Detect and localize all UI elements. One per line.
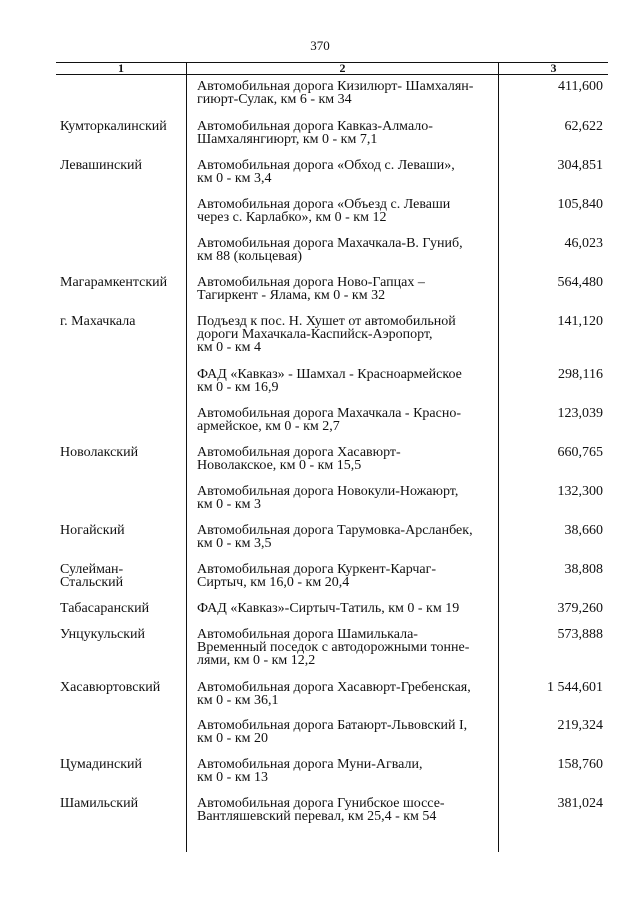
road-value: 105,840 bbox=[557, 197, 603, 212]
district-name: Ногайский bbox=[60, 523, 125, 538]
road-value: 132,300 bbox=[557, 484, 603, 499]
road-value: 46,023 bbox=[564, 236, 603, 251]
column-header-2: 2 bbox=[339, 61, 346, 75]
roads-table bbox=[56, 62, 608, 852]
district-name: г. Махачкала bbox=[60, 314, 136, 329]
road-value: 38,660 bbox=[564, 523, 603, 538]
road-name: Автомобильная дорога «Обход с. Леваши», км 0 - км 3,4 bbox=[197, 158, 455, 186]
road-name: Автомобильная дорога Махачкала-В. Гуниб, км 88 (кольцевая) bbox=[197, 236, 463, 264]
district-name: Табасаранский bbox=[60, 601, 150, 616]
road-value: 123,039 bbox=[557, 406, 603, 421]
road-name: ФАД «Кавказ»-Сиртыч-Татиль, км 0 - км 19 bbox=[197, 601, 460, 616]
district-name: Унцукульский bbox=[60, 627, 146, 642]
district-name: Магарамкентский bbox=[60, 275, 168, 290]
road-name: Автомобильная дорога Муни-Агвали, км 0 - км 13 bbox=[197, 757, 423, 785]
road-value: 379,260 bbox=[557, 601, 603, 616]
district-name: Новолакский bbox=[60, 445, 139, 460]
road-value: 381,024 bbox=[557, 796, 603, 811]
column-header-3: 3 bbox=[550, 61, 557, 75]
road-value: 158,760 bbox=[557, 757, 603, 772]
road-name: Автомобильная дорога Хасавюрт-Гребенская, км 0 - км 36,1 bbox=[197, 680, 471, 708]
road-name: Автомобильная дорога Кавказ-Алмало- Шамхалянгиюрт, км 0 - км 7,1 bbox=[197, 119, 433, 147]
road-value: 304,851 bbox=[557, 158, 603, 173]
district-name: Кумторкалинский bbox=[60, 119, 167, 134]
road-name: Автомобильная дорога Батаюрт-Львовский I, км 0 - км 20 bbox=[197, 718, 468, 746]
road-name: Подъезд к пос. Н. Хушет от автомобильной дороги Махачкала-Каспийск-Аэропорт, км 0 - км 4 bbox=[197, 314, 456, 355]
district-name: Левашинский bbox=[60, 158, 143, 173]
road-value: 411,600 bbox=[558, 79, 603, 94]
road-name: Автомобильная дорога Тарумовка-Арсланбек, км 0 - км 3,5 bbox=[197, 523, 473, 551]
road-value: 573,888 bbox=[557, 627, 603, 642]
road-value: 564,480 bbox=[557, 275, 603, 290]
road-name: Автомобильная дорога «Объезд с. Леваши через с. Карлабко», км 0 - км 12 bbox=[197, 197, 451, 225]
district-name: Сулейман- Стальский bbox=[60, 562, 124, 590]
road-name: Автомобильная дорога Новокули-Ножаюрт, км 0 - км 3 bbox=[197, 484, 459, 512]
road-name: Автомобильная дорога Гунибское шоссе- Вантляшевский перевал, км 25,4 - км 54 bbox=[197, 796, 445, 824]
road-value: 660,765 bbox=[557, 445, 603, 460]
district-name: Цумадинский bbox=[60, 757, 143, 772]
road-name: Автомобильная дорога Махачкала - Красно- армейское, км 0 - км 2,7 bbox=[197, 406, 461, 434]
district-name: Хасавюртовский bbox=[60, 680, 161, 695]
road-value: 1 544,601 bbox=[547, 680, 603, 695]
road-name: Автомобильная дорога Кизилюрт- Шамхалян- гиюрт-Сулак, км 6 - км 34 bbox=[197, 79, 474, 107]
column-divider-1 bbox=[186, 62, 187, 852]
page-number: 370 bbox=[310, 38, 330, 53]
road-value: 62,622 bbox=[564, 119, 603, 134]
road-value: 298,116 bbox=[558, 367, 603, 382]
road-name: ФАД «Кавказ» - Шамхал - Красноармейское км 0 - км 16,9 bbox=[197, 367, 462, 395]
road-name: Автомобильная дорога Ново-Гапцах – Тагиркент - Ялама, км 0 - км 32 bbox=[197, 275, 425, 303]
road-value: 219,324 bbox=[557, 718, 603, 733]
road-name: Автомобильная дорога Шамилькала- Временный поседок с автодорожными тонне- лями, км 0 - км 12,2 bbox=[197, 627, 470, 668]
road-name: Автомобильная дорога Куркент-Карчаг- Сиртыч, км 16,0 - км 20,4 bbox=[197, 562, 437, 590]
road-value: 38,808 bbox=[564, 562, 603, 577]
road-value: 141,120 bbox=[557, 314, 603, 329]
road-name: Автомобильная дорога Хасавюрт- Новолакское, км 0 - км 15,5 bbox=[197, 445, 401, 473]
district-name: Шамильский bbox=[60, 796, 139, 811]
column-header-1: 1 bbox=[118, 61, 124, 75]
